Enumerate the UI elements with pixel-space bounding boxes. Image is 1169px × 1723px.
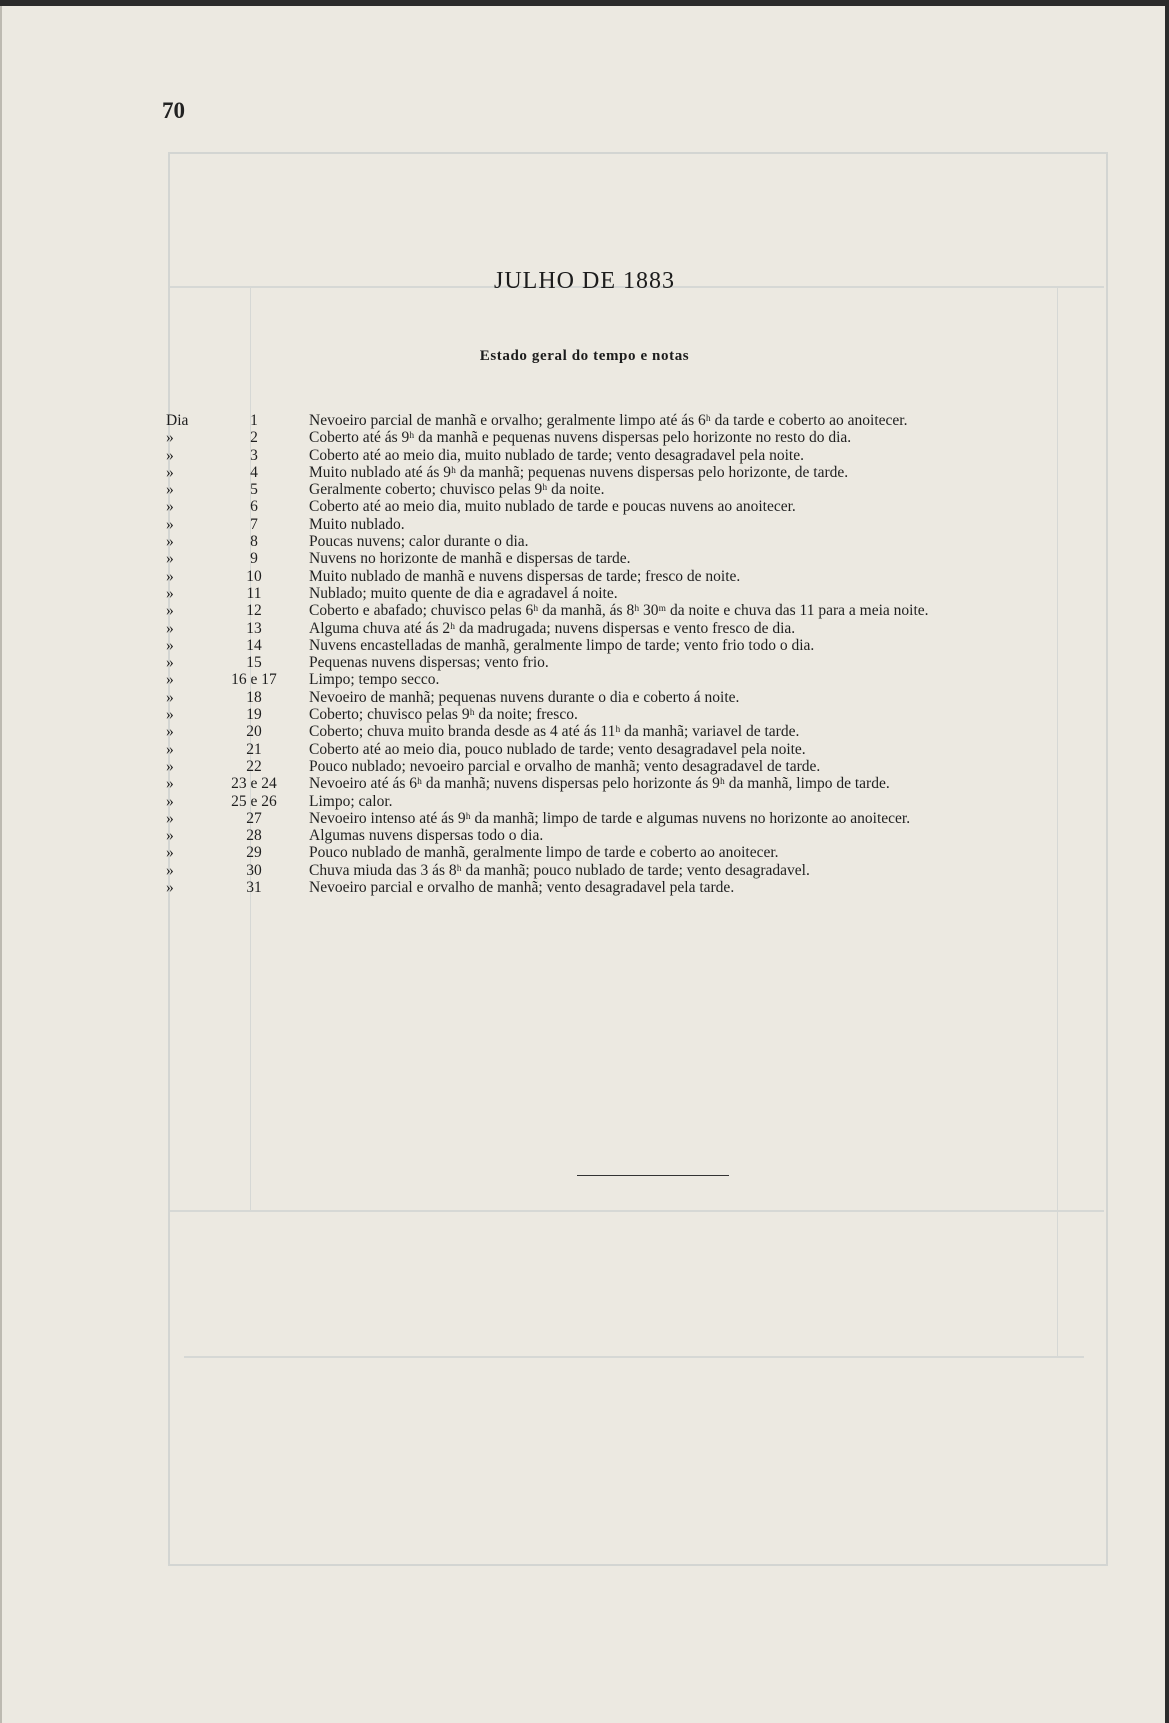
- list-item: [0, 533, 1169, 550]
- list-item: [0, 568, 1169, 585]
- day-number: 14: [246, 636, 262, 654]
- day-number: 10: [246, 567, 262, 585]
- day-number: 30: [246, 861, 262, 879]
- weather-note: Pouco nublado de manhã, geralmente limpo de tarde e coberto ao anoitecer.: [309, 844, 779, 862]
- day-number: 19: [246, 706, 262, 724]
- day-marker: »: [166, 515, 174, 533]
- weather-note: Nevoeiro de manhã; pequenas nuvens durante o dia e coberto á noite.: [309, 688, 740, 706]
- day-marker: »: [166, 567, 174, 585]
- day-marker: »: [166, 723, 174, 741]
- day-marker: »: [166, 809, 174, 827]
- day-number: 11: [246, 584, 262, 602]
- day-number: 1: [250, 412, 258, 429]
- list-item: [0, 498, 1169, 515]
- day-marker: »: [166, 619, 174, 637]
- day-number: 5: [250, 481, 258, 499]
- list-item: [0, 464, 1169, 481]
- weather-note: Coberto; chuva muito branda desde as 4 até ás 11ʰ da manhã; variavel de tarde.: [309, 723, 800, 741]
- day-number: 8: [250, 533, 258, 551]
- list-item: [0, 775, 1169, 792]
- list-item: [0, 689, 1169, 706]
- day-marker: »: [166, 463, 174, 481]
- list-item: [0, 585, 1169, 602]
- day-marker: »: [166, 775, 174, 793]
- day-number: 16 e 17: [231, 671, 277, 689]
- weather-note: Nuvens encastelladas de manhã, geralmente limpo de tarde; vento frio todo o dia.: [309, 636, 815, 654]
- weather-note: Nevoeiro parcial de manhã e orvalho; geralmente limpo até ás 6ʰ da tarde e coberto ao anoitecer.: [309, 412, 908, 429]
- weather-note: Nevoeiro até ás 6ʰ da manhã; nuvens dispersas pelo horizonte ás 9ʰ da manhã, limpo de tarde.: [309, 775, 890, 793]
- section-subtitle: Estado geral do tempo e notas: [479, 348, 690, 364]
- list-item: [0, 429, 1169, 446]
- day-number: 27: [246, 809, 262, 827]
- list-item: [0, 862, 1169, 879]
- day-marker: »: [166, 654, 174, 672]
- day-number: 28: [246, 827, 262, 845]
- list-item: [0, 741, 1169, 758]
- day-marker: »: [166, 429, 174, 447]
- day-marker: »: [166, 636, 174, 654]
- page-title: JULHO DE 1883: [494, 268, 675, 294]
- weather-note: Geralmente coberto; chuvisco pelas 9ʰ da noite.: [309, 481, 605, 499]
- list-item: [0, 516, 1169, 533]
- list-item: [0, 602, 1169, 619]
- day-marker: »: [166, 706, 174, 724]
- list-item: [0, 550, 1169, 567]
- list-item: [0, 620, 1169, 637]
- list-item: [0, 447, 1169, 464]
- day-number: 7: [250, 515, 258, 533]
- day-number: 12: [246, 602, 262, 620]
- list-item: [0, 412, 1169, 429]
- show-through-rule: [170, 1210, 1104, 1212]
- list-item: [0, 654, 1169, 671]
- day-number: 4: [250, 463, 258, 481]
- day-marker: »: [166, 533, 174, 551]
- day-marker: »: [166, 584, 174, 602]
- day-marker: »: [166, 481, 174, 499]
- list-item: [0, 671, 1169, 688]
- day-marker: »: [166, 446, 174, 464]
- day-marker: »: [166, 861, 174, 879]
- day-number: 13: [246, 619, 262, 637]
- day-marker: »: [166, 757, 174, 775]
- weather-note: Nevoeiro intenso até ás 9ʰ da manhã; limpo de tarde e algumas nuvens no horizonte ao anoitecer.: [309, 809, 911, 827]
- weather-note: Nuvens no horizonte de manhã e dispersas de tarde.: [309, 550, 631, 568]
- page-number: 70: [162, 98, 185, 123]
- day-number: 21: [246, 740, 262, 758]
- weather-notes-list: [0, 412, 1169, 896]
- weather-note: Coberto até ao meio dia, muito nublado de tarde e poucas nuvens ao anoitecer.: [309, 498, 796, 516]
- weather-note: Coberto; chuvisco pelas 9ʰ da noite; fresco.: [309, 706, 578, 724]
- day-marker: »: [166, 844, 174, 862]
- list-item: [0, 844, 1169, 861]
- list-item: [0, 758, 1169, 775]
- weather-note: Muito nublado.: [309, 515, 405, 533]
- day-number: 3: [250, 446, 258, 464]
- day-number: 23 e 24: [231, 775, 277, 793]
- weather-note: Coberto e abafado; chuvisco pelas 6ʰ da manhã, ás 8ʰ 30ᵐ da noite e chuva das 11 para a meia noite.: [309, 602, 929, 620]
- weather-note: Nublado; muito quente de dia e agradavel á noite.: [309, 584, 618, 602]
- list-item: [0, 637, 1169, 654]
- day-marker: »: [166, 688, 174, 706]
- weather-note: Limpo; calor.: [309, 792, 393, 810]
- day-marker: »: [166, 740, 174, 758]
- weather-note: Coberto até ás 9ʰ da manhã e pequenas nuvens dispersas pelo horizonte no resto do dia.: [309, 429, 852, 447]
- weather-note: Coberto até ao meio dia, muito nublado de tarde; vento desagradavel pela noite.: [309, 446, 804, 464]
- list-item: [0, 706, 1169, 723]
- day-marker: »: [166, 827, 174, 845]
- show-through-rule: [184, 1356, 1084, 1358]
- day-number: 9: [250, 550, 258, 568]
- day-number: 22: [246, 757, 262, 775]
- day-marker: »: [166, 671, 174, 689]
- day-marker: »: [166, 498, 174, 516]
- day-marker: »: [166, 550, 174, 568]
- list-item: [0, 810, 1169, 827]
- weather-note: Pouco nublado; nevoeiro parcial e orvalho de manhã; vento desagradavel de tarde.: [309, 757, 821, 775]
- weather-note: Coberto até ao meio dia, pouco nublado de tarde; vento desagradavel pela noite.: [309, 740, 806, 758]
- day-marker: »: [166, 792, 174, 810]
- weather-note: Nevoeiro parcial e orvalho de manhã; vento desagradavel pela tarde.: [309, 879, 735, 897]
- weather-note: Alguma chuva até ás 2ʰ da madrugada; nuvens dispersas e vento fresco de dia.: [309, 619, 796, 637]
- weather-note: Muito nublado até ás 9ʰ da manhã; pequenas nuvens dispersas pelo horizonte, de tarde.: [309, 463, 849, 481]
- day-number: 29: [246, 844, 262, 862]
- day-marker: Dia: [166, 412, 189, 429]
- day-number: 31: [246, 879, 262, 897]
- weather-note: Chuva miuda das 3 ás 8ʰ da manhã; pouco nublado de tarde; vento desagradavel.: [309, 861, 810, 879]
- list-item: [0, 481, 1169, 498]
- weather-note: Pequenas nuvens dispersas; vento frio.: [309, 654, 549, 672]
- day-number: 25 e 26: [231, 792, 277, 810]
- list-item: [0, 827, 1169, 844]
- day-number: 15: [246, 654, 262, 672]
- weather-note: Muito nublado de manhã e nuvens dispersas de tarde; fresco de noite.: [309, 567, 741, 585]
- list-item: [0, 879, 1169, 896]
- list-item: [0, 723, 1169, 740]
- day-number: 6: [250, 498, 258, 516]
- day-number: 20: [246, 723, 262, 741]
- closing-rule: [577, 1175, 729, 1176]
- weather-note: Algumas nuvens dispersas todo o dia.: [309, 827, 544, 845]
- day-number: 2: [250, 429, 258, 447]
- day-marker: »: [166, 879, 174, 897]
- day-marker: »: [166, 602, 174, 620]
- weather-note: Limpo; tempo secco.: [309, 671, 440, 689]
- day-number: 18: [246, 688, 262, 706]
- list-item: [0, 793, 1169, 810]
- weather-note: Poucas nuvens; calor durante o dia.: [309, 533, 529, 551]
